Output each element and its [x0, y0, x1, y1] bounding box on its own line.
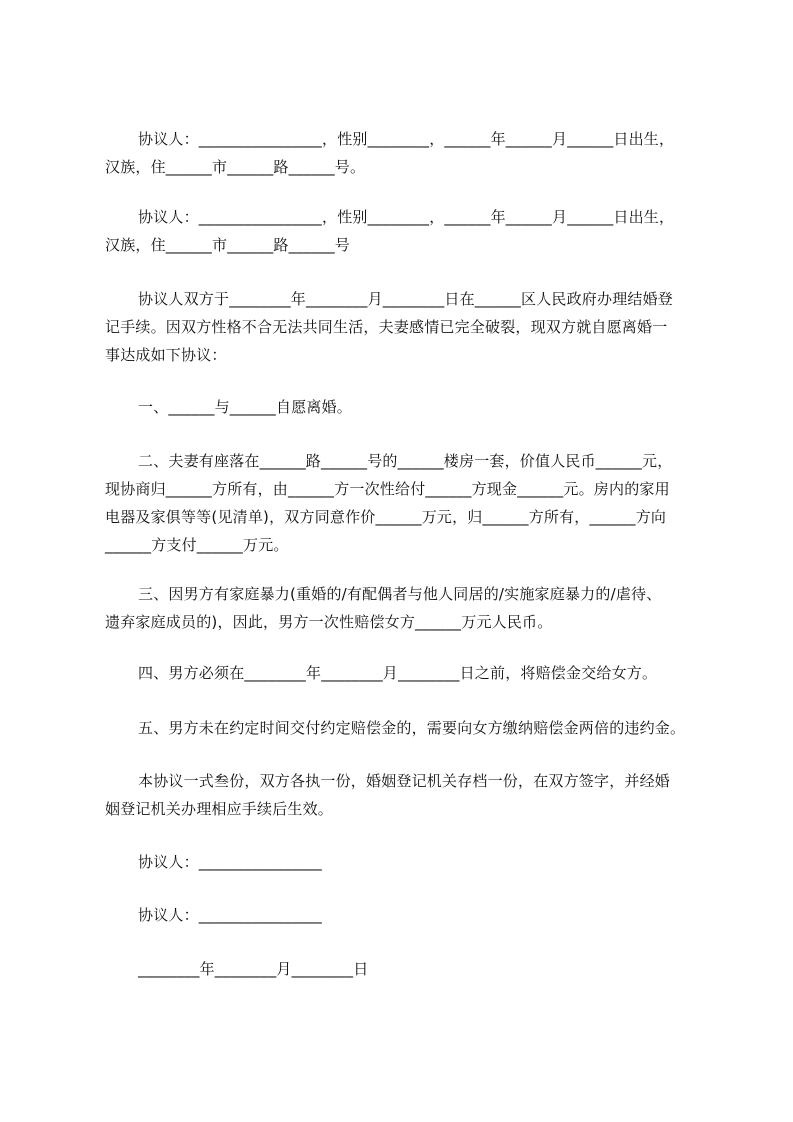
clause-five [105, 714, 700, 742]
signature-field: 协议人：________________ [138, 906, 323, 924]
text-line: 三、因男方有家庭暴力(重婚的/有配偶者与他人同居的/实施家庭暴力的/虐待、 [138, 585, 662, 603]
text-line: 电器及家俱等等(见清单)，双方同意作价______万元，归______方所有，______方向 [105, 508, 667, 526]
text-line: 协议人：________________，性别________，______年______月______日出生， [138, 208, 675, 226]
text-line: 一、______与______自愿离婚。 [138, 398, 353, 416]
clause-three [105, 580, 700, 636]
signature-line-one [105, 848, 700, 876]
text-line: 汉族，住______市______路______号 [105, 236, 351, 254]
text-line: 五、男方未在约定时间交付约定赔偿金的，需要向女方缴纳赔偿金两倍的违约金。 [138, 719, 686, 737]
text-line: 遗弃家庭成员的)，因此，男方一次性赔偿女方______万元人民币。 [105, 613, 553, 631]
text-line: 现协商归______方所有，由______方一次性给付______方现金______元。房内的家用 [105, 480, 670, 498]
text-line: 姻登记机关办理相应手续后生效。 [105, 800, 334, 818]
text-line: 事达成如下协议： [105, 346, 227, 364]
signature-field: 协议人：________________ [138, 853, 323, 871]
effectiveness-paragraph [105, 767, 700, 823]
text-line: 协议人双方于________年________月________日在______区人民政府办理结婚登 [138, 290, 674, 308]
intro-paragraph [105, 285, 700, 369]
party-two-paragraph [105, 203, 700, 259]
clause-two [105, 447, 700, 559]
signature-line-two [105, 901, 700, 929]
text-line: ______方支付______万元。 [105, 536, 289, 554]
text-line: 二、夫妻有座落在______路______号的______楼房一套，价值人民币______元， [138, 452, 673, 470]
text-line: 本协议一式叁份，双方各执一份，婚姻登记机关存档一份，在双方签字，并经婚 [138, 772, 671, 790]
text-line: 四、男方必须在________年________月________日之前，将赔偿金交给女方。 [138, 664, 658, 682]
clause-four [105, 659, 700, 687]
text-line: 记手续。因双方性格不合无法共同生活，夫妻感情已完全破裂，现双方就自愿离婚一 [105, 318, 668, 336]
date-line [105, 955, 700, 983]
date-field: ________年________月________日 [138, 960, 369, 978]
party-one-paragraph [105, 125, 700, 181]
text-line: 汉族，住______市______路______号。 [105, 158, 366, 176]
clause-one [105, 393, 700, 421]
text-line: 协议人：________________，性别________，______年______月______日出生， [138, 130, 675, 148]
